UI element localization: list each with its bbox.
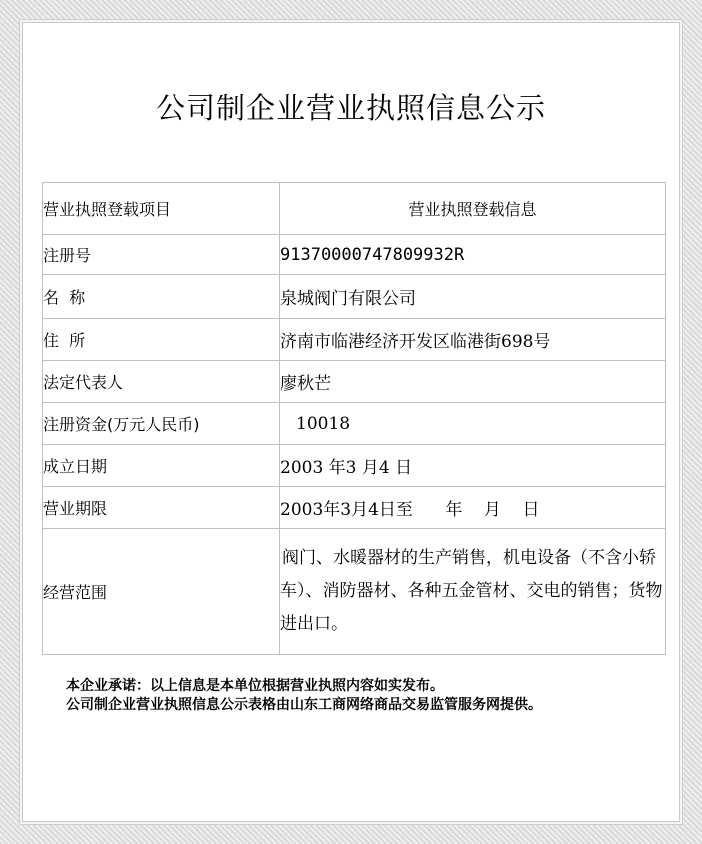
row-value-address: 济南市临港经济开发区临港街698号 <box>280 319 666 361</box>
table-row <box>43 403 666 445</box>
row-label-business-scope: 经营范围 <box>43 529 280 655</box>
row-label-address: 住 所 <box>43 319 280 361</box>
row-value-business-term: 2003年3月4日至 年 月 日 <box>280 487 666 529</box>
row-label-registered-capital: 注册资金(万元人民币) <box>43 403 280 445</box>
footer-commitment: 本企业承诺：以上信息是本单位根据营业执照内容如实发布。 <box>66 678 444 694</box>
header-value-cell: 营业执照登载信息 <box>280 183 666 235</box>
table-row <box>43 361 666 403</box>
table-row <box>43 235 666 275</box>
row-value-business-scope: 阀门、水暖器材的生产销售，机电设备（不含小轿车）、消防器材、各种五金管材、交电的销售；货物进出口。 <box>280 529 666 655</box>
header-label-cell: 营业执照登载项目 <box>43 183 280 235</box>
table-row <box>43 487 666 529</box>
row-label-business-term: 营业期限 <box>43 487 280 529</box>
table-header-row <box>43 183 666 235</box>
document-title: 公司制企业营业执照信息公示 <box>155 91 546 125</box>
table-row <box>43 529 666 655</box>
table-row <box>43 319 666 361</box>
row-value-registration-number: 91370000747809932R <box>280 235 666 275</box>
table-row <box>43 275 666 319</box>
row-value-establishment-date: 2003 年3 月4 日 <box>280 445 666 487</box>
row-label-registration-number: 注册号 <box>43 235 280 275</box>
row-label-legal-representative: 法定代表人 <box>43 361 280 403</box>
footer-notes <box>66 677 542 715</box>
row-label-establishment-date: 成立日期 <box>43 445 280 487</box>
footer-provider: 公司制企业营业执照信息公示表格由山东工商网络商品交易监管服务网提供。 <box>66 697 542 713</box>
row-value-name: 泉城阀门有限公司 <box>280 275 666 319</box>
table-row <box>43 445 666 487</box>
license-info-table <box>42 182 666 655</box>
row-label-name: 名 称 <box>43 275 280 319</box>
row-value-legal-representative: 廖秋芒 <box>280 361 666 403</box>
row-value-registered-capital: 10018 <box>280 403 666 445</box>
